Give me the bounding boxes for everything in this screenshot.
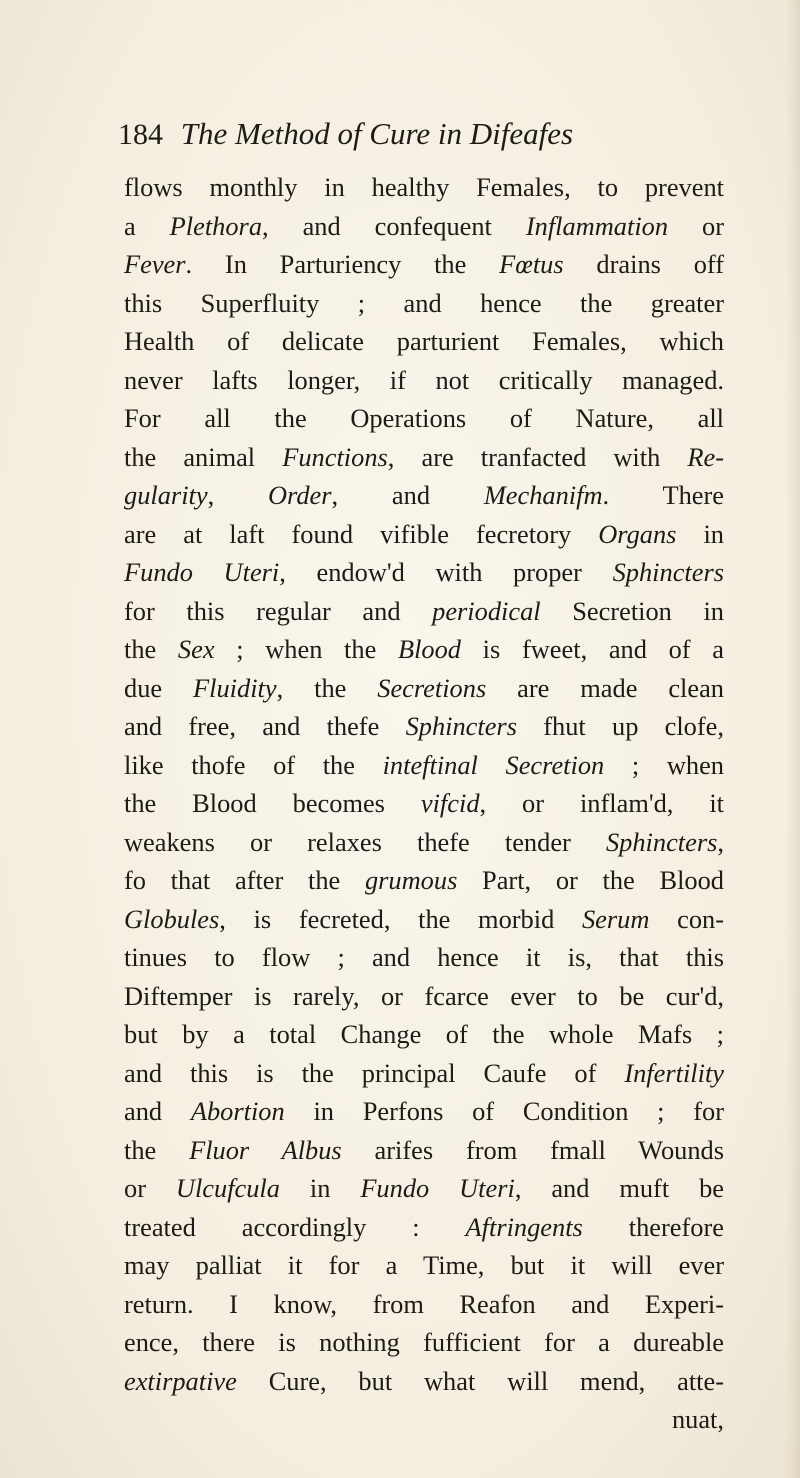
text-line <box>124 977 724 1016</box>
text-segment: in Perfons of Condition ; for <box>284 1096 725 1126</box>
italic-term: Sphincters <box>612 557 724 587</box>
text-line <box>124 784 724 823</box>
text-line <box>124 823 724 862</box>
italic-term: gularity <box>124 480 208 510</box>
text-segment: fo that after the <box>124 865 365 895</box>
text-line <box>124 1208 724 1247</box>
text-segment: but by a total Change of the whole Mafs ; <box>124 1019 724 1049</box>
text-segment: drains off <box>563 249 724 279</box>
text-segment: ence, there is nothing fufficient for a dureable <box>124 1327 724 1357</box>
text-line <box>124 207 724 246</box>
italic-term: Sphincters <box>605 826 718 857</box>
text-segment: arifes from fmall Wounds <box>341 1134 725 1165</box>
text-segment: are at laft found vifible fecretory <box>124 518 599 549</box>
text-segment: , and <box>331 480 484 510</box>
text-segment: the animal <box>124 441 283 472</box>
italic-term: inteftinal Secretion <box>382 749 605 780</box>
text-segment: in <box>279 1173 361 1203</box>
text-segment: may palliat it for a Time, but it will ever <box>124 1250 724 1280</box>
text-segment: For all the Operations of Nature, all <box>124 403 724 433</box>
text-segment: Part, or the Blood <box>457 865 725 895</box>
text-segment: a <box>124 210 170 241</box>
text-segment: Diftemper is rarely, or fcarce ever to be cur'd, <box>124 980 724 1011</box>
text-segment: fhut up clofe, <box>516 711 724 741</box>
text-segment: the <box>124 634 178 664</box>
text-segment: , and muft be <box>514 1173 724 1203</box>
text-segment: return. I know, from Reafon and Experi- <box>124 1288 724 1319</box>
text-line <box>124 476 724 515</box>
text-line <box>124 361 724 400</box>
italic-term: Fœtus <box>499 249 564 279</box>
text-line <box>124 1285 724 1324</box>
text-segment: and <box>124 1096 191 1126</box>
text-segment: this Superfluity ; and hence the greater <box>124 287 724 318</box>
page-header <box>118 116 718 164</box>
text-line <box>124 168 724 207</box>
text-line <box>124 1015 724 1054</box>
italic-term: Re- <box>687 441 724 472</box>
italic-term: Organs <box>598 518 677 549</box>
text-line <box>124 900 724 939</box>
text-line <box>124 746 724 785</box>
italic-term: Plethora <box>169 210 263 241</box>
italic-term: Inflammation <box>525 210 669 241</box>
text-segment: never lafts longer, if not critically managed. <box>124 364 724 395</box>
text-segment: or <box>668 210 725 241</box>
italic-term: Fever <box>124 249 186 279</box>
italic-term: Serum <box>581 903 650 934</box>
text-line <box>124 938 724 977</box>
text-segment: , and confequent <box>262 210 526 241</box>
text-line <box>124 1400 724 1439</box>
text-segment: like thofe of the <box>124 749 383 780</box>
italic-term: Sphincters <box>405 711 517 741</box>
text-segment: , endow'd with proper <box>279 557 613 587</box>
text-segment: for this regular and <box>124 595 433 626</box>
text-segment: therefore <box>582 1211 725 1242</box>
text-segment: the Blood becomes <box>124 788 421 818</box>
page-edge-shadow <box>786 0 800 1478</box>
italic-term: Functions <box>282 441 388 472</box>
text-line <box>124 1054 724 1093</box>
italic-term: Fundo Uteri <box>360 1173 515 1203</box>
text-line <box>124 1323 724 1362</box>
italic-term: Aftringents <box>465 1211 583 1242</box>
page-number: 184 <box>118 118 163 151</box>
running-title: The Method of Cure in Difeafes <box>180 116 574 151</box>
text-segment: the <box>124 1134 190 1165</box>
text-segment: are made clean <box>486 672 724 703</box>
italic-term: Secretions <box>377 672 487 703</box>
text-line <box>124 1092 724 1131</box>
text-line <box>124 669 724 708</box>
text-segment: Health of delicate parturient Females, which <box>124 326 724 356</box>
text-segment: Cure, but what will mend, atte- <box>236 1365 724 1396</box>
text-segment: , or inflam'd, it <box>479 788 724 818</box>
italic-term: Sex <box>177 634 215 664</box>
text-segment: nuat, <box>671 1404 724 1434</box>
text-line <box>124 284 724 323</box>
text-line <box>124 515 724 554</box>
text-line <box>124 553 724 592</box>
italic-term: Abortion <box>190 1096 285 1126</box>
text-segment: ; when the <box>214 634 398 664</box>
text-segment: due <box>124 672 194 703</box>
italic-term: Ulcufcula <box>175 1173 280 1203</box>
italic-term: Fluidity <box>193 672 277 703</box>
text-segment: . In Parturiency the <box>185 249 500 279</box>
text-segment: . There <box>602 480 724 510</box>
italic-term: Infertility <box>624 1057 724 1088</box>
italic-term: Order <box>267 480 332 510</box>
text-segment: treated accordingly : <box>124 1211 466 1242</box>
italic-term: Fundo Uteri <box>124 557 280 587</box>
text-line <box>124 1362 724 1401</box>
text-line <box>124 592 724 631</box>
text-segment: is fweet, and of a <box>461 634 724 664</box>
italic-term: Mechanifm <box>483 480 603 510</box>
text-segment: , is fecreted, the morbid <box>219 903 582 934</box>
italic-term: Fluor Albus <box>189 1134 342 1165</box>
text-segment: , the <box>276 672 378 703</box>
text-segment: and this is the principal Caufe of <box>124 1057 625 1088</box>
text-line <box>124 1131 724 1170</box>
text-line <box>124 707 724 746</box>
text-line <box>124 399 724 438</box>
text-segment: ; when <box>604 749 724 780</box>
text-line <box>124 861 724 900</box>
text-segment: and free, and thefe <box>124 711 406 741</box>
text-segment: , are tranfacted with <box>387 441 688 472</box>
text-line <box>124 245 724 284</box>
text-segment: , <box>207 480 268 510</box>
text-line <box>124 1169 724 1208</box>
text-segment: tinues to flow ; and hence it is, that this <box>124 942 724 972</box>
text-segment: Secretion in <box>540 595 724 626</box>
body-text <box>124 168 724 1439</box>
text-segment: or <box>124 1173 176 1203</box>
text-segment: con- <box>649 903 725 934</box>
italic-term: extirpative <box>124 1365 237 1396</box>
italic-term: vifcid <box>420 788 480 818</box>
italic-term: grumous <box>364 865 458 895</box>
text-segment: weakens or relaxes thefe tender <box>124 826 606 857</box>
italic-term: periodical <box>432 595 541 626</box>
text-segment: flows monthly in healthy Females, to prevent <box>124 172 724 202</box>
italic-term: Blood <box>397 634 462 664</box>
italic-term: Globules <box>124 903 220 934</box>
text-segment: in <box>676 518 724 549</box>
text-line <box>124 1246 724 1285</box>
text-line <box>124 630 724 669</box>
text-line <box>124 438 724 477</box>
text-segment: , <box>717 826 724 857</box>
text-line <box>124 322 724 361</box>
